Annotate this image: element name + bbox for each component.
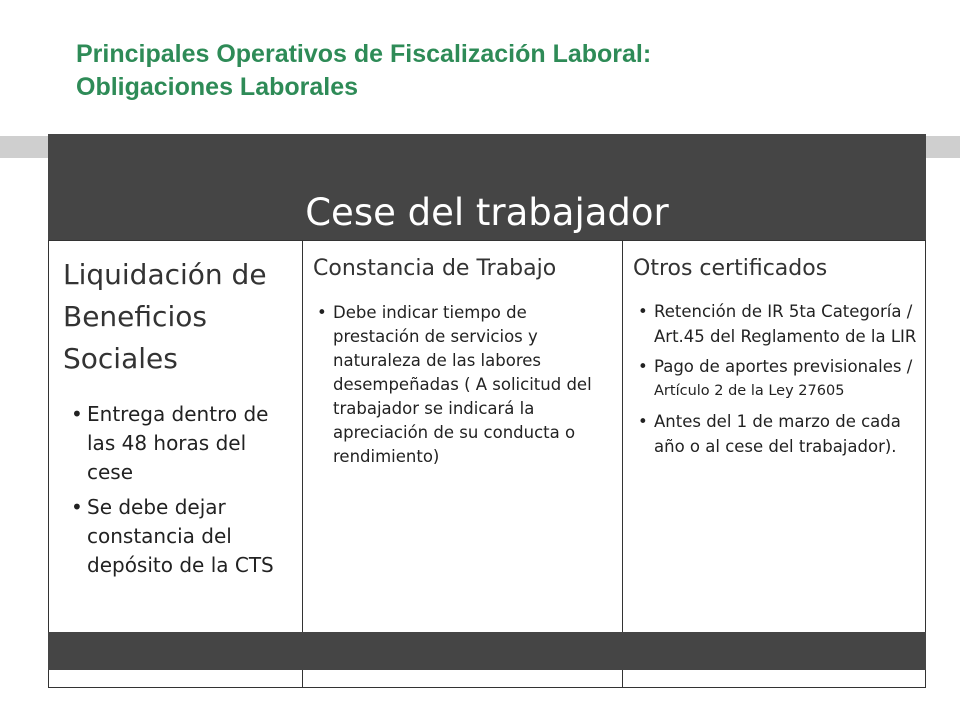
- list-item-text: Pago de aportes previsionales /: [654, 357, 913, 376]
- column-heading: Otros certificados: [633, 256, 828, 281]
- title-line-2: Obligaciones Laborales: [76, 73, 359, 101]
- bullet-list: [303, 285, 622, 469]
- table-header-text: Cese del trabajador: [305, 191, 669, 234]
- column-otros: [622, 240, 926, 688]
- column-heading: Constancia de Trabajo: [313, 256, 557, 281]
- list-item: [654, 409, 919, 459]
- list-item-text: Antes del 1 de marzo de cada año o al cese del trabajador).: [654, 412, 901, 456]
- decorative-band-right: [926, 136, 960, 158]
- bullet-list: [49, 380, 302, 580]
- list-item-note: Artículo 2 de la Ley 27605: [654, 383, 845, 399]
- column-heading: Liquidación de Beneficios Sociales: [63, 258, 267, 375]
- title-line-1: Principales Operativos de Fiscalización Laboral:: [76, 40, 652, 68]
- list-item: [654, 354, 919, 404]
- decorative-band-left: [0, 136, 48, 158]
- table-footer-bar: [48, 632, 926, 670]
- list-item-text: Retención de IR 5ta Categoría / Art.45 del Reglamento de la LIR: [654, 302, 917, 346]
- list-item: • Se debe dejar constancia del depósito de la CTS: [87, 493, 296, 580]
- column-liquidacion: [48, 240, 303, 688]
- list-item: [654, 299, 919, 349]
- column-constancia: [302, 240, 623, 688]
- list-item: • Debe indicar tiempo de prestación de servicios y naturaleza de las labores desempeñadas ( A solicitud del trabajador se indicará la apreciación de su conducta o rendimiento): [333, 301, 614, 469]
- slide-title: [76, 38, 896, 104]
- bullet-list: [623, 285, 925, 459]
- list-item: • Entrega dentro de las 48 horas del cese: [87, 400, 296, 487]
